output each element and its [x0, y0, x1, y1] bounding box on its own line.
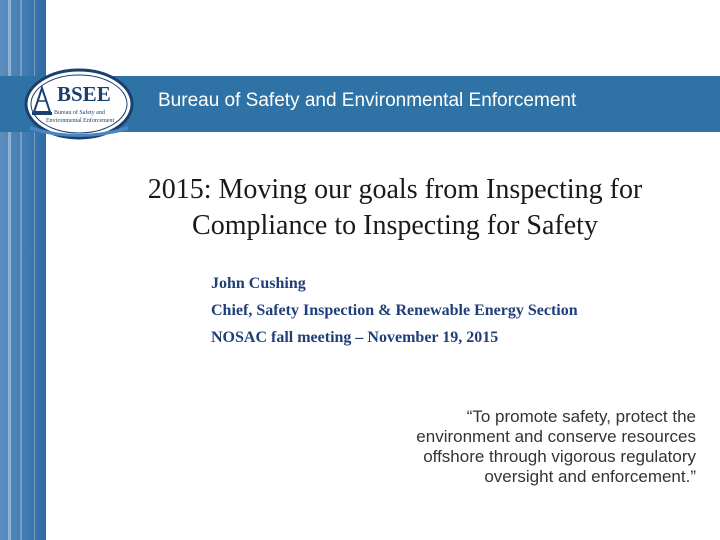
slide-title: 2015: Moving our goals from Inspecting for Compliance to Inspecting for Safety	[147, 174, 643, 241]
logo-subtext-line2: Environmental Enforcement	[46, 118, 115, 124]
logo-text: BSEE	[57, 82, 111, 106]
presenter-position: Chief, Safety Inspection & Renewable Energy Section	[211, 302, 578, 319]
quote-line: environment and conserve resources	[416, 427, 696, 446]
bsee-logo	[24, 68, 134, 140]
quote-line: offshore through vigorous regulatory	[423, 447, 696, 466]
mission-quote	[376, 407, 696, 487]
quote-line: “To promote safety, protect the	[466, 407, 696, 426]
banner-title: Bureau of Safety and Environmental Enforcement	[158, 90, 577, 111]
quote-line: oversight and enforcement.”	[484, 467, 696, 486]
presenter-name: John Cushing	[211, 275, 306, 292]
logo-subtext-line1: Bureau of Safety and	[54, 110, 105, 116]
presenter-info	[211, 270, 578, 351]
event-details: NOSAC fall meeting – November 19, 2015	[211, 329, 499, 346]
